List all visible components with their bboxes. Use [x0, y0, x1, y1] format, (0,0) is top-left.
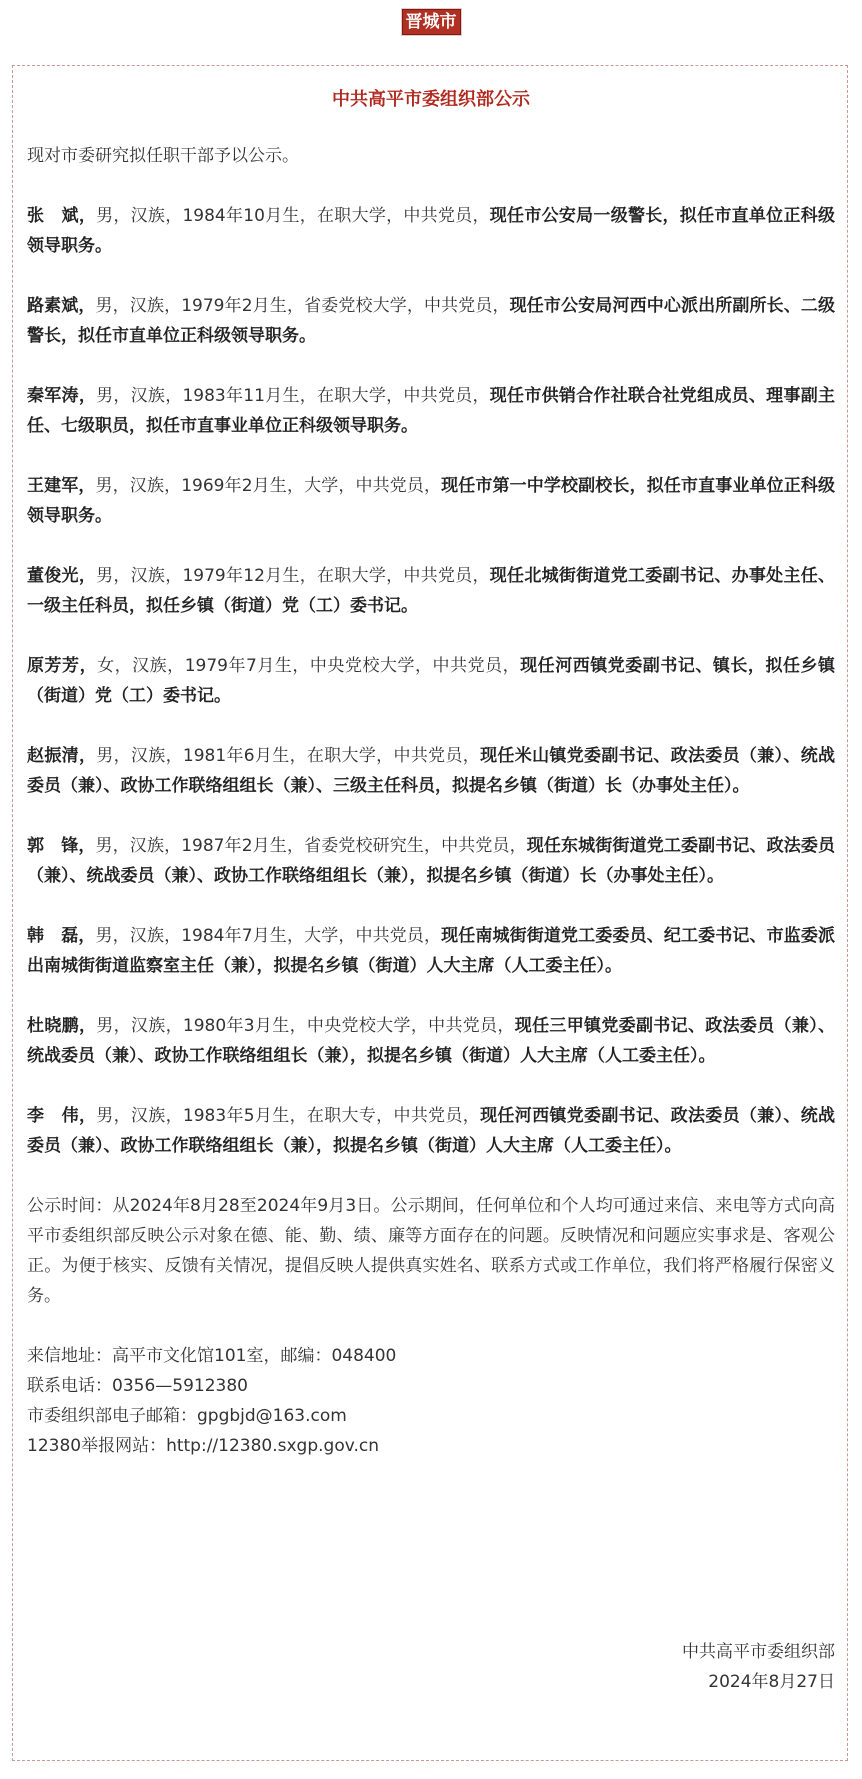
- candidate-duty: 现任三甲镇党委副书记、政法委员（兼）、统战委员（兼）、政协工作联络组组长（兼），拟提名乡镇（街道）人大主席（人工委主任）。: [27, 1016, 836, 1066]
- candidate-info: 男，汉族，1979年12月生，在职大学，中共党员，: [96, 566, 490, 586]
- candidate-info: 男，汉族，1969年2月生，大学，中共党员，: [95, 476, 442, 496]
- city-badge: 晋城市: [402, 9, 461, 35]
- candidate-duty: 现任市公安局河西中心派出所副所长、二级警长，拟任市直单位正科级领导职务。: [27, 296, 836, 346]
- candidate-entry: [27, 1011, 835, 1071]
- candidate-name-separator: ，: [78, 836, 96, 856]
- candidate-name-separator: ，: [78, 476, 96, 496]
- candidate-duty: 现任米山镇党委副书记、政法委员（兼）、统战委员（兼）、政协工作联络组组长（兼）、三级主任科员，拟提名乡镇（街道）长（办事处主任）。: [27, 746, 836, 796]
- header-badge-wrap: [0, 9, 862, 35]
- candidate-name-separator: ，: [78, 1106, 97, 1126]
- candidate-name: 王建军: [27, 476, 79, 496]
- candidate-name-separator: ，: [78, 206, 97, 226]
- candidate-info: 男，汉族，1984年10月生，在职大学，中共党员，: [96, 206, 490, 226]
- candidate-duty: 现任河西镇党委副书记、镇长，拟任乡镇（街道）党（工）委书记。: [27, 656, 836, 706]
- candidate-name-separator: ，: [78, 746, 97, 766]
- contact-website: 12380举报网站：http://12380.sxgp.gov.cn: [27, 1436, 380, 1456]
- notice-title: 中共高平市委组织部公示: [332, 89, 530, 110]
- candidate-name: 郭 锋: [27, 836, 79, 856]
- candidate-duty: 现任南城街街道党工委委员、纪工委书记、市监委派出南城街街道监察室主任（兼），拟提名乡镇（街道）人大主席（人工委主任）。: [27, 926, 836, 976]
- candidate-name-separator: ，: [78, 296, 96, 316]
- candidate-entry: [27, 381, 835, 441]
- candidate-entry: [27, 471, 835, 531]
- intro-text: 现对市委研究拟任职干部予以公示。: [27, 146, 299, 166]
- signature-date: 2024年8月27日: [708, 1672, 835, 1692]
- candidate-duty: 现任河西镇党委副书记、政法委员（兼）、统战委员（兼）、政协工作联络组组长（兼），拟提名乡镇（街道）人大主席（人工委主任）。: [27, 1106, 836, 1156]
- candidate-name: 杜晓鹏: [27, 1016, 79, 1036]
- candidate-entry: [27, 1101, 835, 1161]
- candidate-name: 李 伟: [27, 1106, 79, 1126]
- candidate-name: 韩 磊: [27, 926, 79, 946]
- notice-content: [27, 141, 835, 1491]
- candidate-entry: [27, 291, 835, 351]
- candidate-info: 男，汉族，1979年2月生，省委党校大学，中共党员，: [95, 296, 510, 316]
- candidate-info: 男，汉族，1987年2月生，省委党校研究生，中共党员，: [95, 836, 527, 856]
- candidate-name-separator: ，: [79, 656, 98, 676]
- notice-period-text: 公示时间：从2024年8月28至2024年9月3日。公示期间，任何单位和个人均可通过来信、来电等方式向高平市委组织部反映公示对象在德、能、勤、绩、廉等方面存在的问题。反映情况和问题应实事求是、客观公正。为便于核实、反馈有关情况，提倡反映人提供真实姓名、联系方式或工作单位，我们将严格履行保密义务。: [27, 1196, 835, 1306]
- candidate-duty: 现任东城街街道党工委副书记、政法委员（兼）、统战委员（兼）、政协工作联络组组长（兼），拟提名乡镇（街道）长（办事处主任）。: [27, 836, 836, 886]
- contact-block: [27, 1341, 835, 1461]
- candidate-name: 张 斌: [27, 206, 79, 226]
- candidate-duty: 现任市公安局一级警长，拟任市直单位正科级领导职务。: [27, 206, 836, 256]
- candidate-list: [27, 201, 835, 1161]
- candidate-name-separator: ，: [78, 1016, 97, 1036]
- candidate-info: 男，汉族，1983年11月生，在职大学，中共党员，: [96, 386, 490, 406]
- candidate-info: 男，汉族，1983年5月生，在职大专，中共党员，: [96, 1106, 481, 1126]
- candidate-info: 男，汉族，1981年6月生，在职大学，中共党员，: [96, 746, 481, 766]
- candidate-duty: 现任市第一中学校副校长，拟任市直事业单位正科级领导职务。: [27, 476, 836, 526]
- candidate-name-separator: ，: [78, 926, 96, 946]
- candidate-name: 原芳芳: [27, 656, 80, 676]
- candidate-name-separator: ，: [78, 386, 97, 406]
- candidate-duty: 现任北城街街道党工委副书记、办事处主任、一级主任科员，拟任乡镇（街道）党（工）委书记。: [27, 566, 836, 616]
- candidate-info: 男，汉族，1984年7月生，大学，中共党员，: [95, 926, 442, 946]
- contact-email: 市委组织部电子邮箱：gpgbjd@163.com: [27, 1406, 347, 1426]
- candidate-entry: [27, 561, 835, 621]
- candidate-name: 路素斌: [27, 296, 79, 316]
- candidate-name: 赵振清: [27, 746, 79, 766]
- candidate-entry: [27, 741, 835, 801]
- signature-block: [27, 1637, 835, 1697]
- candidate-duty: 现任市供销合作社联合社党组成员、理事副主任、七级职员，拟任市直事业单位正科级领导职务。: [27, 386, 836, 436]
- contact-phone: 联系电话：0356—5912380: [27, 1376, 248, 1396]
- candidate-entry: [27, 651, 835, 711]
- candidate-entry: [27, 831, 835, 891]
- candidate-info: 男，汉族，1980年3月生，中央党校大学，中共党员，: [96, 1016, 515, 1036]
- candidate-entry: [27, 921, 835, 981]
- contact-address: 来信地址：高平市文化馆101室，邮编：048400: [27, 1346, 397, 1366]
- candidate-name: 董俊光: [27, 566, 79, 586]
- candidate-name: 秦军涛: [27, 386, 79, 406]
- signature-org: 中共高平市委组织部: [682, 1642, 835, 1662]
- candidate-info: 女，汉族，1979年7月生，中央党校大学，中共党员，: [97, 656, 521, 676]
- candidate-name-separator: ，: [78, 566, 97, 586]
- candidate-entry: [27, 201, 835, 261]
